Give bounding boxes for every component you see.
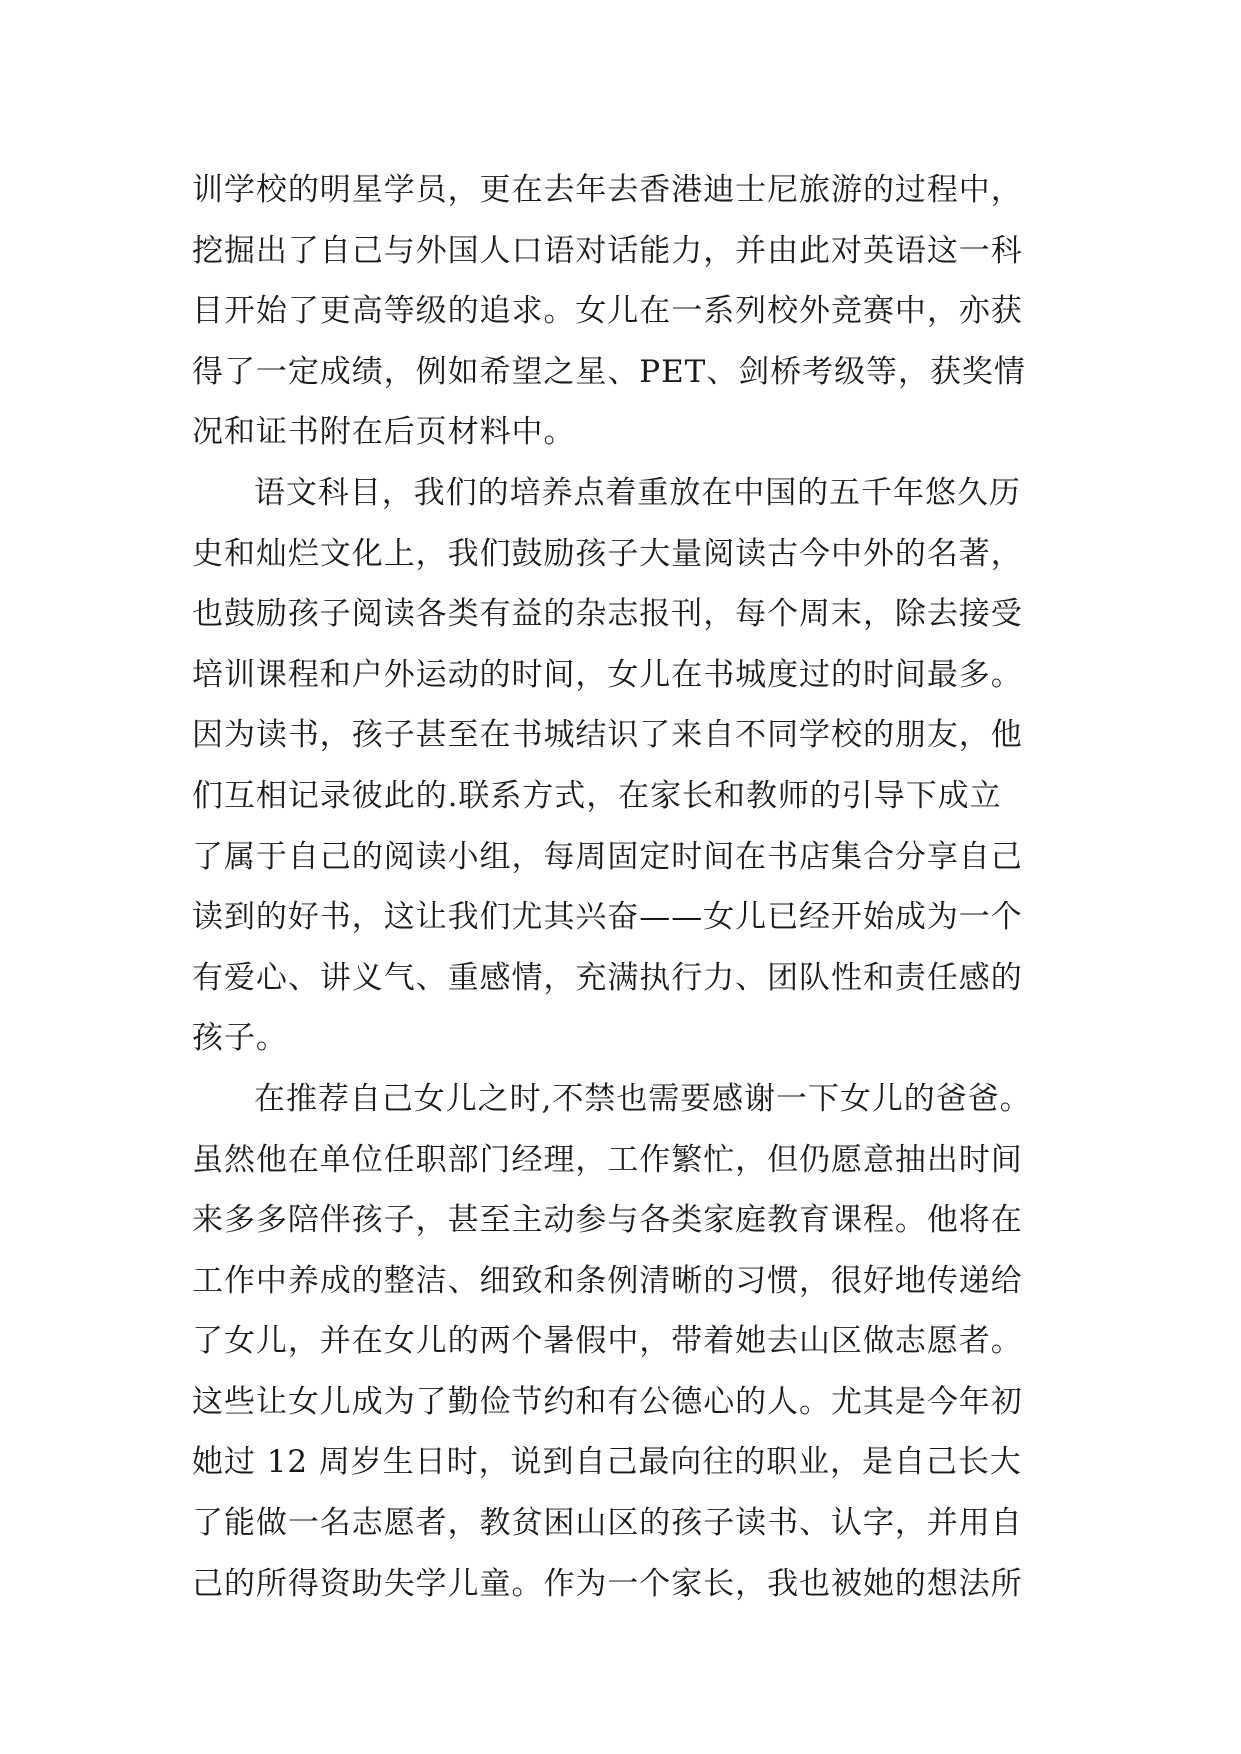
text-line: 训学校的明星学员，更在去年去香港迪士尼旅游的过程中， — [192, 172, 1023, 208]
text-line: 孩子。 — [192, 1020, 288, 1057]
text-line: 们互相记录彼此的.联系方式，在家长和教师的引导下成立 — [192, 777, 1002, 814]
paragraph-start-line: 在推荐自己女儿之时,不禁也需要感谢一下女儿的爸爸。 — [254, 1080, 1032, 1117]
text-line: 她过 12 周岁生日时，说到自己最向往的职业，是自己长大 — [192, 1444, 1022, 1481]
body-text — [192, 160, 1072, 1614]
text-line: 培训课程和户外运动的时间，女儿在书城度过的时间最多。 — [192, 656, 1023, 693]
text-line: 了属于自己的阅读小组，每周固定时间在书店集合分享自己 — [192, 838, 1023, 875]
text-line: 也鼓励孩子阅读各类有益的杂志报刊，每个周末，除去接受 — [192, 596, 1023, 633]
text-line: 工作中养成的整洁、细致和条例清晰的习惯，很好地传递给 — [192, 1262, 1023, 1299]
text-line: 来多多陪伴孩子，甚至主动参与各类家庭教育课程。他将在 — [192, 1202, 1023, 1239]
text-line: 得了一定成绩，例如希望之星、PET、剑桥考级等，获奖情 — [192, 353, 1026, 390]
text-line: 读到的好书，这让我们尤其兴奋——女儿已经开始成为一个 — [192, 899, 1023, 936]
paragraph-start-line: 语文科目，我们的培养点着重放在中国的五千年悠久历 — [254, 474, 1021, 511]
text-line: 了女儿，并在女儿的两个暑假中，带着她去山区做志愿者。 — [192, 1323, 1023, 1360]
text-line: 史和灿烂文化上，我们鼓励孩子大量阅读古今中外的名著， — [192, 535, 1023, 572]
text-line: 况和证书附在后页材料中。 — [192, 414, 576, 451]
text-line: 挖掘出了自己与外国人口语对话能力，并由此对英语这一科 — [192, 232, 1023, 269]
text-line: 这些让女儿成为了勤俭节约和有公德心的人。尤其是今年初 — [192, 1383, 1023, 1420]
text-line: 有爱心、讲义气、重感情，充满执行力、团队性和责任感的 — [192, 959, 1023, 996]
text-line: 虽然他在单位任职部门经理，工作繁忙，但仍愿意抽出时间 — [192, 1141, 1023, 1178]
text-line: 己的所得资助失学儿童。作为一个家长，我也被她的想法所 — [192, 1565, 1023, 1602]
text-line: 目开始了更高等级的追求。女儿在一系列校外竞赛中，亦获 — [192, 293, 1023, 330]
text-line: 因为读书，孩子甚至在书城结识了来自不同学校的朋友，他 — [192, 717, 1023, 754]
text-line: 了能做一名志愿者，教贫困山区的孩子读书、认字，并用自 — [192, 1505, 1023, 1542]
